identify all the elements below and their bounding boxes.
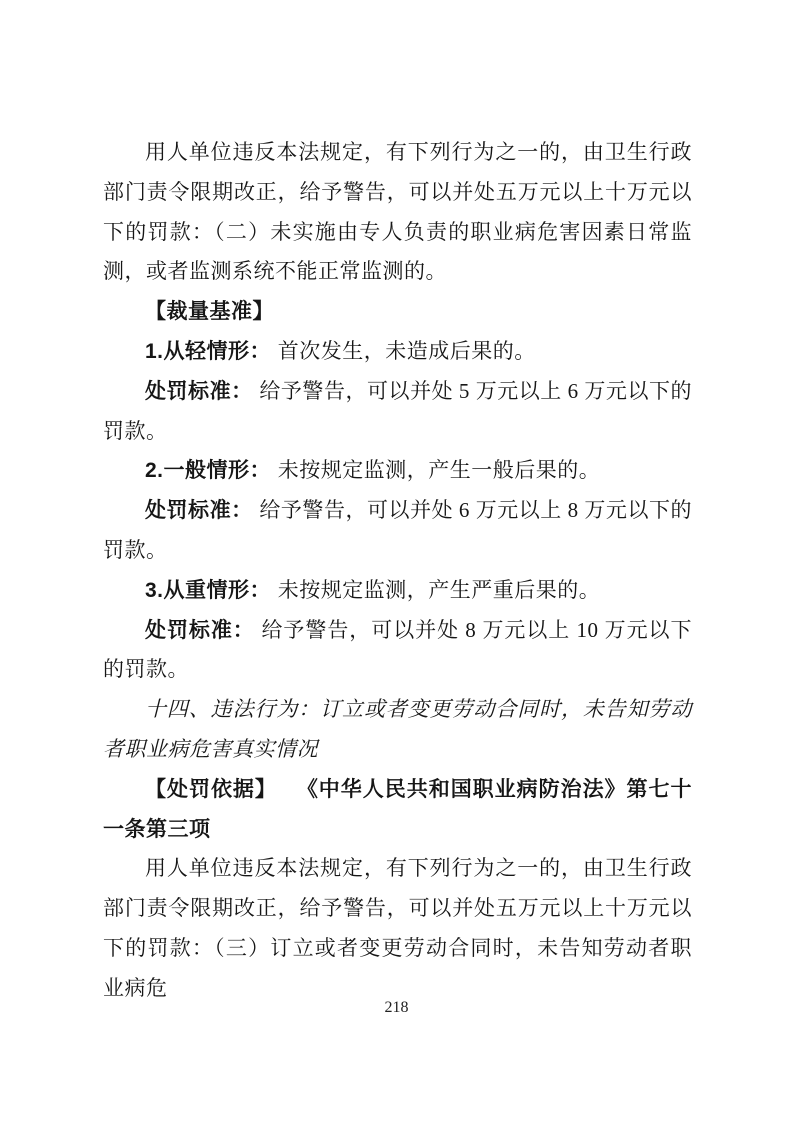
aggravating-circumstance-label: 3.从重情形： [145,578,272,602]
penalty-standard-label-1: 处罚标准： [145,379,253,403]
penalty-standard-label-2: 处罚标准： [145,499,253,523]
mitigating-circumstance-label: 1.从轻情形： [145,339,272,363]
penalty-standard-text-1: 给予警告，可以并处 5 万元以上 6 万元以下的罚款。 [103,378,693,443]
general-circumstance-text: 未按规定监测，产生一般后果的。 [277,458,601,483]
paragraph-mitigating-circumstance [103,332,692,372]
paragraph-aggravating-penalty [103,611,692,691]
heading-discretion-criteria: 【裁量基准】 [145,300,274,324]
paragraph-penalty-basis [103,770,692,850]
paragraph-law-clause-item3: 用人单位违反本法规定，有下列行为之一的，由卫生行政部门责令限期改正，给予警告，可以并处五万元以上十万元以下的罚款：（三）订立或者变更劳动合同时，未告知劳动者职业病危 [103,856,692,1000]
paragraph-mitigating-penalty [103,372,692,452]
mitigating-circumstance-text: 首次发生，未造成后果的。 [277,338,536,363]
paragraph-general-penalty [103,491,692,571]
penalty-standard-text-2: 给予警告，可以并处 6 万元以上 8 万元以下的罚款。 [103,498,693,562]
penalty-basis-citation: 《中华人民共和国职业病防治法》第七十一条第三项 [103,777,693,841]
penalty-standard-text-3: 给予警告，可以并处 8 万元以上 10 万元以下的罚款。 [103,617,693,682]
paragraph-general-circumstance [103,451,692,491]
penalty-standard-label-3: 处罚标准： [145,618,255,642]
aggravating-circumstance-text: 未按规定监测，产生严重后果的。 [277,577,601,602]
document-body [103,133,692,1009]
paragraph-aggravating-circumstance [103,571,692,611]
general-circumstance-label: 2.一般情形： [145,459,272,483]
page-number: 218 [384,999,409,1016]
paragraph-violation-item-14: 十四、违法行为：订立或者变更劳动合同时，未告知劳动者职业病危害真实情况 [103,697,692,761]
paragraph-law-clause-item2: 用人单位违反本法规定，有下列行为之一的，由卫生行政部门责令限期改正，给予警告，可以并处五万元以上十万元以下的罚款：（二）未实施由专人负责的职业病危害因素日常监测，或者监测系统不能正常监测的。 [103,140,692,284]
penalty-basis-label: 【处罚依据】 [145,777,277,801]
